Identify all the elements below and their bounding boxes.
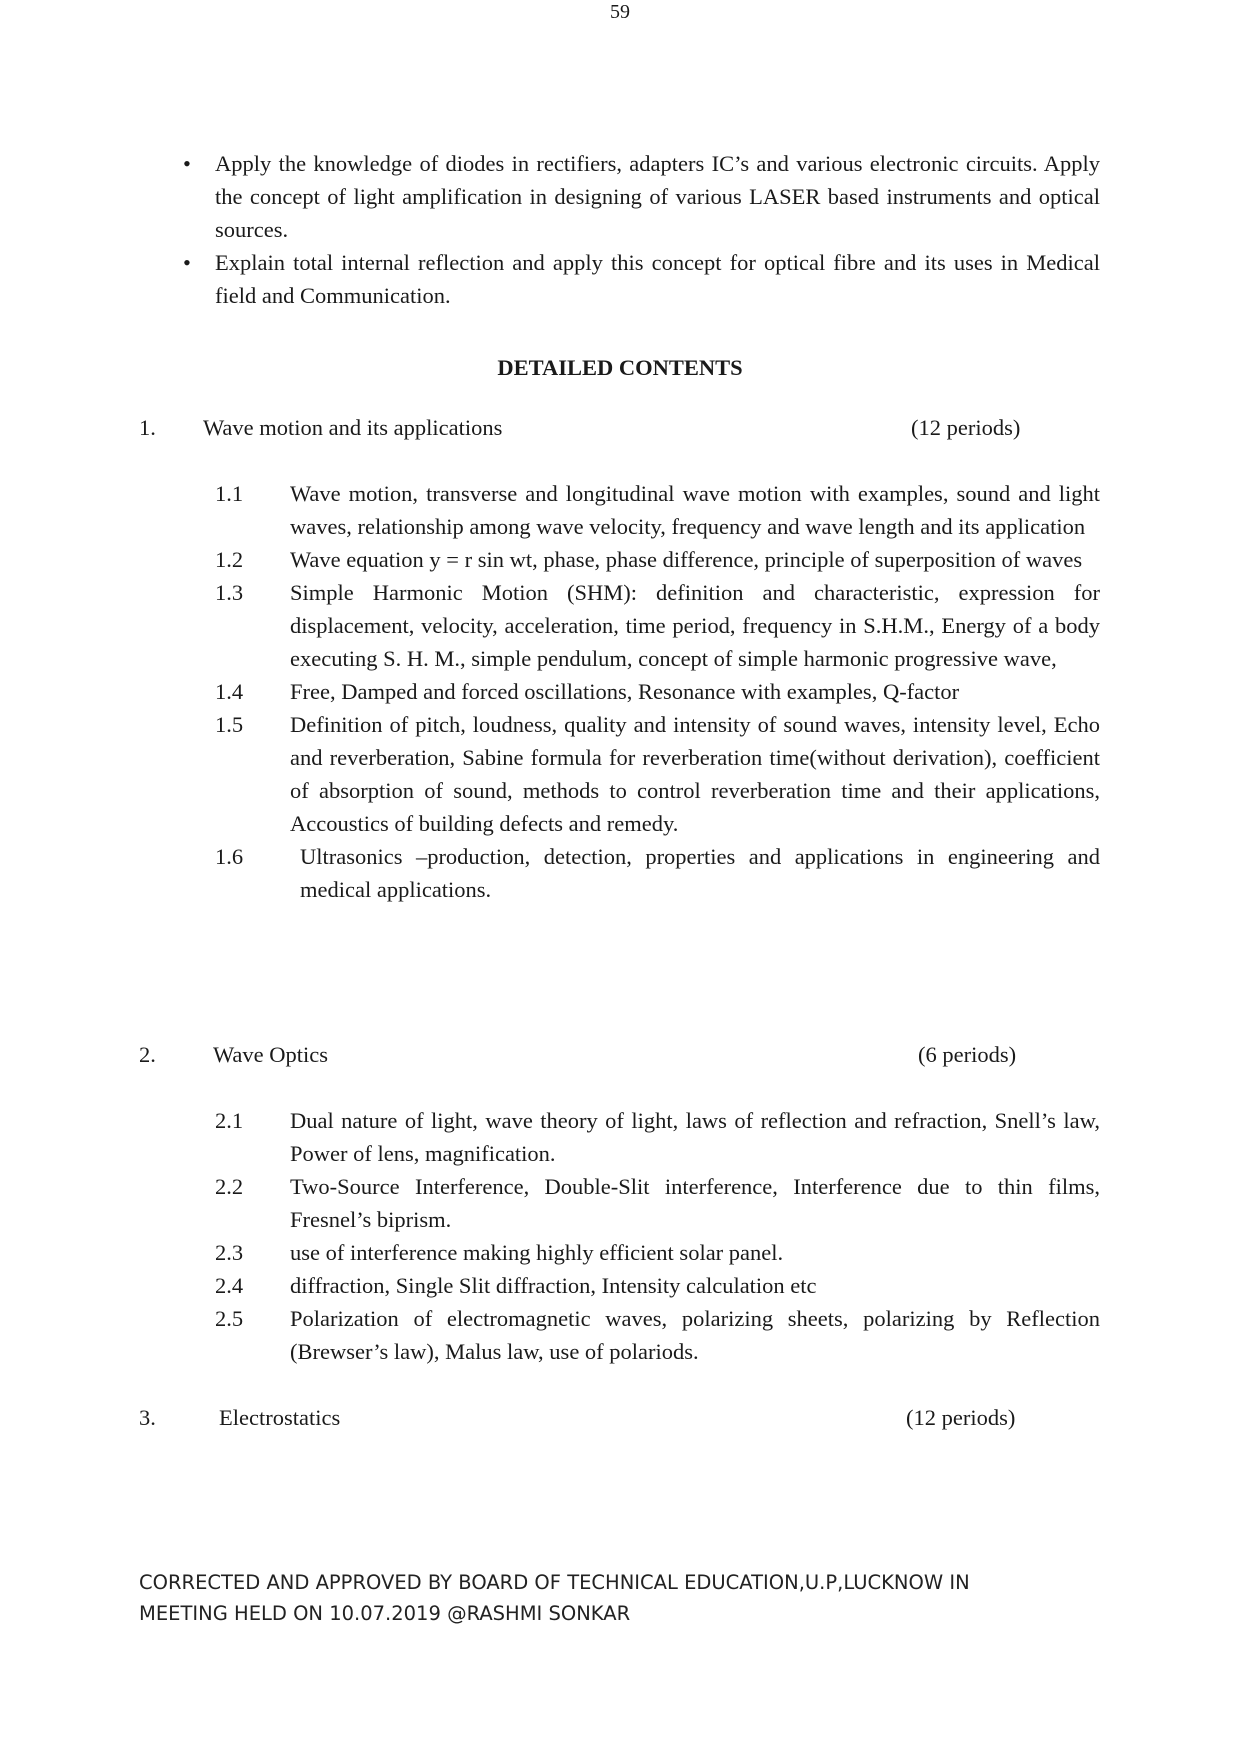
subtopic-number: 1.4 [215, 679, 244, 704]
approval-footer [139, 1567, 1119, 1629]
subtopic-text: Polarization of electromagnetic waves, polarizing sheets, polarizing by Reflection (Brewser’s law), Malus law, use of polariods. [290, 1306, 1100, 1364]
subtopic-text: Wave motion, transverse and longitudinal wave motion with examples, sound and light waves, relationship among wave velocity, frequency and wave length and its application [290, 481, 1100, 539]
unit-number: 3. [139, 1405, 156, 1430]
bullet-dot-icon: • [183, 151, 191, 176]
unit-2-subtopics [215, 1104, 1100, 1368]
unit-header-1 [0, 411, 1240, 444]
subtopic-number: 1.2 [215, 547, 244, 572]
subtopic-number: 2.4 [215, 1273, 244, 1298]
subtopic-item [215, 675, 1100, 708]
unit-header-2 [0, 1038, 1240, 1071]
subtopic-item [215, 477, 1100, 543]
footer-line: MEETING HELD ON 10.07.2019 @RASHMI SONKAR [139, 1602, 631, 1625]
bullet-dot-icon: • [183, 250, 191, 275]
footer-line: CORRECTED AND APPROVED BY BOARD OF TECHNICAL EDUCATION,U.P,LUCKNOW IN [139, 1571, 970, 1594]
subtopic-number: 1.3 [215, 580, 244, 605]
unit-periods: (12 periods) [911, 415, 1021, 440]
unit-title: Wave motion and its applications [203, 415, 503, 440]
subtopic-text: Definition of pitch, loudness, quality and intensity of sound waves, intensity level, Echo and reverberation, Sabine formula for reverberation time(without derivation), coefficient of absorption of sound, methods to control reverberation time and their applications, Accoustics of building defects and remedy. [290, 712, 1100, 836]
subtopic-text: Free, Damped and forced oscillations, Resonance with examples, Q-factor [290, 679, 960, 704]
unit-number: 1. [139, 415, 156, 440]
outcome-bullet-list [183, 147, 1100, 312]
subtopic-number: 1.1 [215, 481, 244, 506]
unit-periods: (12 periods) [906, 1405, 1016, 1430]
bullet-text: Explain total internal reflection and apply this concept for optical fibre and its uses in Medical field and Communication. [215, 250, 1100, 308]
subtopic-text: diffraction, Single Slit diffraction, Intensity calculation etc [290, 1273, 817, 1298]
subtopic-item [215, 840, 1100, 906]
subtopic-number: 1.5 [215, 712, 244, 737]
unit-1-subtopics [215, 477, 1100, 906]
subtopic-item [215, 1302, 1100, 1368]
subtopic-text: Two-Source Interference, Double-Slit interference, Interference due to thin films, Fresnel’s biprism. [290, 1174, 1100, 1232]
subtopic-item [215, 1170, 1100, 1236]
subtopic-text: Dual nature of light, wave theory of light, laws of reflection and refraction, Snell’s law, Power of lens, magnification. [290, 1108, 1100, 1166]
unit-number: 2. [139, 1042, 156, 1067]
bullet-item [183, 246, 1100, 312]
section-heading: DETAILED CONTENTS [497, 355, 743, 380]
subtopic-item [215, 1269, 1100, 1302]
subtopic-number: 2.2 [215, 1174, 244, 1199]
unit-header-3 [0, 1401, 1240, 1434]
subtopic-number: 2.1 [215, 1108, 244, 1133]
subtopic-text: Ultrasonics –production, detection, properties and applications in engineering and medical applications. [300, 844, 1100, 902]
subtopic-text: Wave equation y = r sin wt, phase, phase difference, principle of superposition of waves [290, 547, 1083, 572]
page-number: 59 [610, 1, 630, 23]
subtopic-number: 2.3 [215, 1240, 244, 1265]
unit-title: Wave Optics [213, 1042, 329, 1067]
subtopic-item [215, 543, 1100, 576]
unit-periods: (6 periods) [918, 1042, 1017, 1067]
subtopic-number: 2.5 [215, 1306, 244, 1331]
unit-title: Electrostatics [219, 1405, 341, 1430]
subtopic-text: use of interference making highly efficient solar panel. [290, 1240, 784, 1265]
subtopic-text: Simple Harmonic Motion (SHM): definition and characteristic, expression for displacement, velocity, acceleration, time period, frequency in S.H.M., Energy of a body executing S. H. M., simple pendulum, concept of simple harmonic progressive wave, [290, 580, 1100, 671]
subtopic-item [215, 708, 1100, 840]
subtopic-number: 1.6 [215, 844, 244, 869]
subtopic-item [215, 1104, 1100, 1170]
bullet-text: Apply the knowledge of diodes in rectifiers, adapters IC’s and various electronic circuits. Apply the concept of light amplification in designing of various LASER based instruments and optical sources. [215, 151, 1100, 242]
bullet-item [183, 147, 1100, 246]
subtopic-item [215, 1236, 1100, 1269]
subtopic-item [215, 576, 1100, 675]
